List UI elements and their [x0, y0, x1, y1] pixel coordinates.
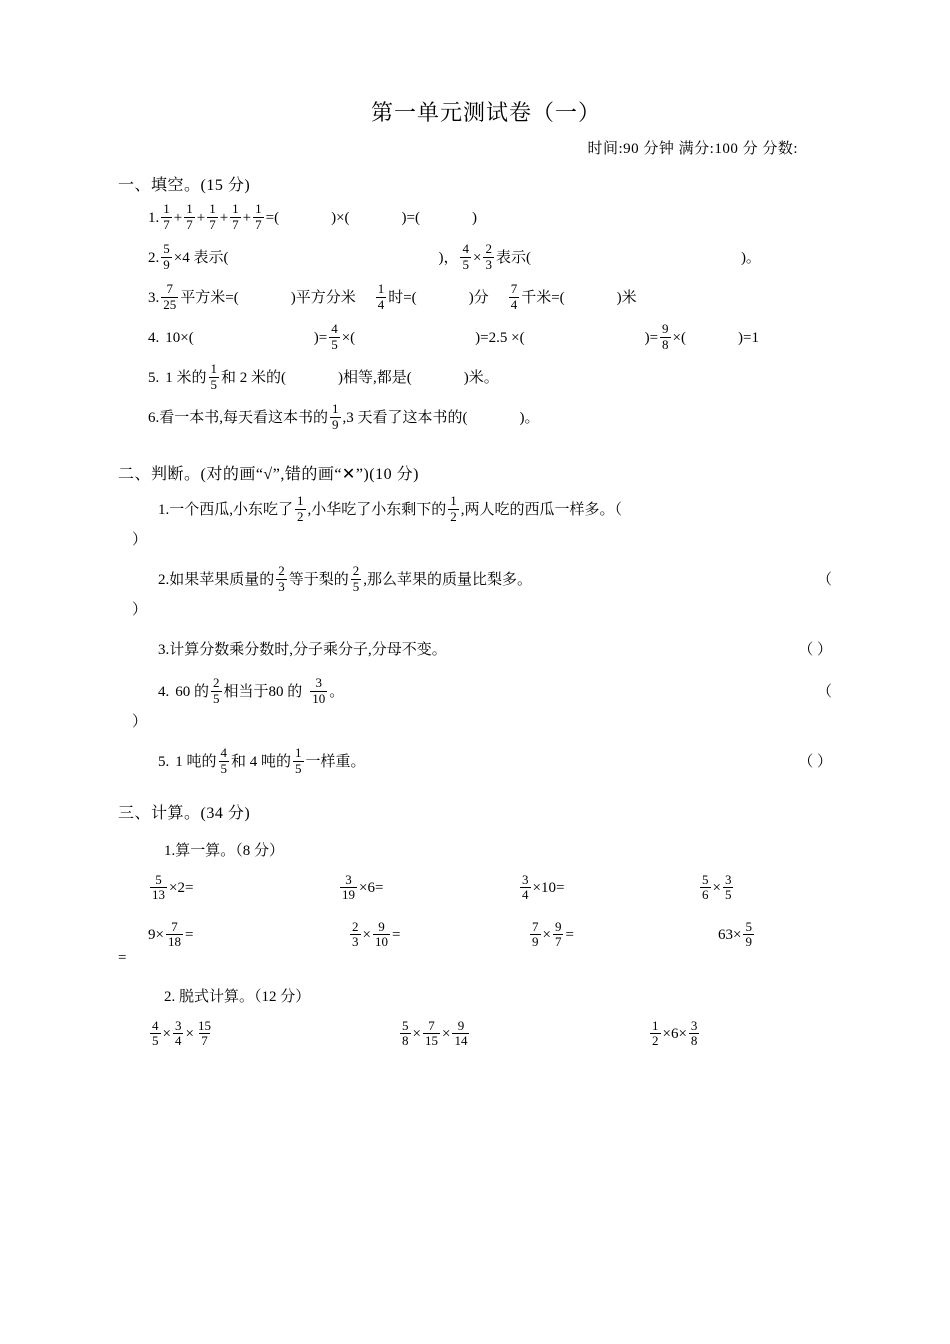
calc-item[interactable]	[348, 921, 528, 950]
q2-1-number: 1.	[158, 502, 170, 518]
fraction: $\frac{3}{10}$	[312, 675, 326, 706]
q1-4-text-3: ×(	[341, 330, 356, 346]
q1-6-number: 6.	[148, 410, 160, 426]
section-2-heading: 二、判断。(对的画“√”,错的画“✕”)(10 分)	[118, 466, 419, 483]
q2-4-text-1: 60 的	[175, 684, 210, 700]
calc-op: ×	[362, 927, 371, 944]
q2-5-number: 5.	[158, 754, 170, 770]
fraction: $\frac{15}{7}$	[197, 1018, 211, 1049]
q1-2-times: ×	[472, 250, 482, 266]
q1-4-text-1: 10×(	[165, 330, 194, 346]
calc-op: ×6×	[662, 1026, 687, 1043]
question-2-2	[158, 564, 832, 596]
fraction: $\frac{2}{3}$	[485, 241, 492, 272]
calc-op: ×2=	[169, 880, 194, 897]
q2-4-close-paren[interactable]: ）	[132, 714, 148, 730]
fraction: $\frac{5}{6}$	[702, 872, 709, 903]
calc-item[interactable]	[518, 874, 698, 903]
q1-2-text-1: ×4 表示(	[173, 250, 229, 266]
question-1-2	[140, 241, 832, 275]
calc-op: ×	[412, 1026, 421, 1043]
q1-4-text-6: ×(	[672, 330, 687, 346]
section-3-sub-1: 1.算一算。（8 分）	[164, 843, 285, 859]
fraction: $\frac{1}{2}$	[297, 493, 304, 524]
question-1-3	[140, 281, 832, 315]
fraction: $\frac{7}{4}$	[510, 281, 518, 312]
question-2-4	[158, 676, 832, 708]
fraction: $\frac{1}{5}$	[210, 361, 218, 392]
q2-5-answer-paren[interactable]: （ ）	[798, 754, 832, 770]
q1-5-text-4: )米。	[463, 370, 499, 386]
calc-pre: 9×	[148, 927, 164, 944]
close-paren: )	[472, 210, 477, 226]
calc-item[interactable]	[648, 1020, 701, 1049]
fraction: $\frac{2}{3}$	[278, 563, 285, 594]
q1-4-text-5: )=	[644, 330, 659, 346]
calc-row-1	[148, 874, 832, 903]
equals-open-paren: =(	[265, 210, 280, 226]
calc-op: ×	[712, 880, 721, 897]
fraction: $\frac{5}{9}$	[163, 241, 170, 272]
equals-paren: )=(	[401, 210, 420, 226]
q2-4-open-paren[interactable]: （	[816, 684, 832, 700]
q1-2-number: 2.	[148, 250, 160, 266]
fraction: $\frac{2}{5}$	[352, 563, 360, 594]
q2-4-text-3: 。	[329, 684, 345, 700]
q2-1-close-paren[interactable]: ）	[132, 532, 148, 548]
fraction: $\frac{7}{15}$	[424, 1018, 438, 1049]
fraction: $\frac{9}{8}$	[662, 321, 669, 352]
calc-op: ×6=	[359, 880, 384, 897]
fraction: $\frac{1}{7}$	[232, 201, 239, 232]
q2-2-open-paren[interactable]: （	[816, 572, 832, 588]
fraction: $\frac{1}{9}$	[332, 401, 339, 432]
q1-2-text-4: )。	[740, 250, 761, 266]
question-1-4	[140, 321, 832, 355]
calc-item[interactable]	[148, 874, 338, 903]
q2-4-text-2: 相当于80 的	[223, 684, 303, 700]
q1-3-text-1: 平方米=(	[180, 290, 239, 306]
q2-5-text-3: 一样重。	[305, 754, 366, 770]
q2-3-text-1: 计算分数乘分数时,分子乘分子,分母不变。	[169, 642, 447, 658]
page-title: 第一单元测试卷（一）	[370, 100, 601, 125]
q2-4-number: 4.	[158, 684, 170, 700]
calc-item[interactable]	[148, 921, 348, 950]
calc-op: ×	[162, 1026, 171, 1043]
fraction: $\frac{4}{5}$	[220, 745, 228, 776]
fraction: $\frac{5}{13}$	[152, 872, 165, 903]
times-paren: )×(	[331, 210, 350, 226]
fraction: $\frac{3}{8}$	[690, 1018, 698, 1049]
calc-row-2	[148, 921, 832, 950]
calc-op: ×	[441, 1026, 451, 1043]
calc-op: ×	[185, 1026, 194, 1043]
q1-5-text-2: 和 2 米的(	[221, 370, 287, 386]
fraction: $\frac{5}{9}$	[745, 919, 752, 950]
calc-post: =	[565, 927, 574, 944]
calc-op: ×10=	[532, 880, 565, 897]
section-3-sub-2: 2. 脱式计算。（12 分）	[164, 989, 311, 1006]
q2-3-number: 3.	[158, 642, 170, 658]
q1-2-text-2: )，	[438, 250, 459, 266]
fraction: $\frac{1}{7}$	[186, 201, 193, 232]
fraction: $\frac{4}{5}$	[152, 1018, 159, 1049]
fraction: $\frac{9}{7}$	[554, 919, 562, 950]
q1-4-text-7: )=1	[738, 330, 759, 346]
calc-item[interactable]	[148, 1020, 398, 1049]
question-2-3	[158, 634, 832, 666]
q2-2-number: 2.	[158, 572, 170, 588]
question-2-5	[158, 746, 832, 778]
q2-2-text-1: 如果苹果质量的	[169, 572, 275, 588]
calc-item[interactable]	[398, 1020, 648, 1049]
fraction: $\frac{1}{4}$	[377, 281, 385, 312]
q1-4-number: 4.	[148, 330, 160, 346]
calc-item[interactable]	[528, 921, 718, 950]
q2-2-close-paren[interactable]: ）	[132, 602, 148, 618]
fraction: $\frac{5}{8}$	[402, 1018, 409, 1049]
question-1-6	[140, 401, 832, 435]
q2-1-text-3[interactable]: ,两人吃的西瓜一样多。（	[460, 502, 623, 518]
fraction: $\frac{1}{7}$	[209, 201, 216, 232]
q1-5-text-3: )相等,都是(	[338, 370, 412, 386]
plus-sign: +	[173, 210, 183, 226]
fraction: $\frac{7}{25}$	[163, 281, 177, 312]
fraction: $\frac{1}{7}$	[163, 201, 170, 232]
calc-op: =	[184, 927, 194, 944]
fraction: $\frac{3}{19}$	[342, 872, 355, 903]
fraction: $\frac{9}{10}$	[374, 919, 388, 950]
q2-2-text-3: ,那么苹果的质量比梨多。	[363, 572, 533, 588]
calc-item[interactable]	[698, 874, 735, 903]
q2-1-text-2: ,小华吃了小东剩下的	[307, 502, 447, 518]
q2-5-text-2: 和 4 吨的	[231, 754, 292, 770]
q1-6-text-3: )。	[519, 410, 540, 426]
fraction: $\frac{3}{5}$	[724, 872, 732, 903]
calc-op: ×	[542, 927, 551, 944]
question-1-5	[140, 361, 832, 395]
exam-meta: 时间:90 分钟 满分:100 分 分数:	[587, 141, 798, 157]
q2-5-text-1: 1 吨的	[175, 754, 217, 770]
q2-3-answer-paren[interactable]: （ ）	[798, 642, 832, 658]
fraction: $\frac{9}{14}$	[454, 1018, 468, 1049]
fraction: $\frac{3}{4}$	[522, 872, 529, 903]
q1-6-text-2: ,3 天看了这本书的(	[342, 410, 468, 426]
fraction: $\frac{7}{18}$	[167, 919, 181, 950]
fraction: $\frac{2}{3}$	[352, 919, 359, 950]
q1-3-number: 3.	[148, 290, 160, 306]
calc-item[interactable]	[338, 874, 518, 903]
q1-5-text-1: 1 米的	[165, 370, 207, 386]
q1-6-text-1: 看一本书,每天看这本书的	[159, 410, 329, 426]
q1-3-text-2: )平方分米	[290, 290, 356, 306]
fraction: $\frac{2}{5}$	[213, 675, 220, 706]
calc-item[interactable]	[718, 921, 756, 950]
fraction: $\frac{1}{2}$	[450, 493, 457, 524]
q1-4-text-2: )=	[313, 330, 328, 346]
fraction: $\frac{3}{4}$	[174, 1018, 182, 1049]
q1-3-text-6: )米	[616, 290, 637, 306]
q1-4-text-4: )=2.5 ×(	[475, 330, 525, 346]
q1-2-text-3: 表示(	[495, 250, 531, 266]
plus-sign: +	[242, 210, 252, 226]
question-1-1	[140, 201, 832, 235]
q1-3-text-4: )分	[468, 290, 489, 306]
question-2-1	[158, 494, 832, 526]
calc-row-3	[148, 1020, 832, 1049]
fraction: $\frac{1}{2}$	[652, 1018, 659, 1049]
q1-1-number: 1.	[148, 210, 160, 226]
calc-pre: 63×	[718, 927, 742, 944]
section-1-heading: 一、填空。(15 分)	[118, 177, 251, 194]
q1-3-text-5: 千米=(	[521, 290, 565, 306]
q2-2-text-2: 等于梨的	[288, 572, 349, 588]
q1-5-number: 5.	[148, 370, 160, 386]
fraction: $\frac{1}{5}$	[295, 745, 302, 776]
fraction: $\frac{4}{5}$	[462, 241, 469, 272]
q2-1-text-1: 一个西瓜,小东吃了	[169, 502, 294, 518]
fraction: $\frac{1}{7}$	[255, 201, 262, 232]
q1-3-text-3: 时=(	[388, 290, 417, 306]
fraction: $\frac{4}{5}$	[331, 321, 338, 352]
section-3-heading: 三、计算。(34 分)	[118, 805, 251, 822]
fraction: $\frac{7}{9}$	[532, 919, 539, 950]
plus-sign: +	[196, 210, 206, 226]
calc-row-2-wrap-equals: =	[118, 950, 127, 967]
calc-post: =	[391, 927, 401, 944]
plus-sign: +	[219, 210, 229, 226]
